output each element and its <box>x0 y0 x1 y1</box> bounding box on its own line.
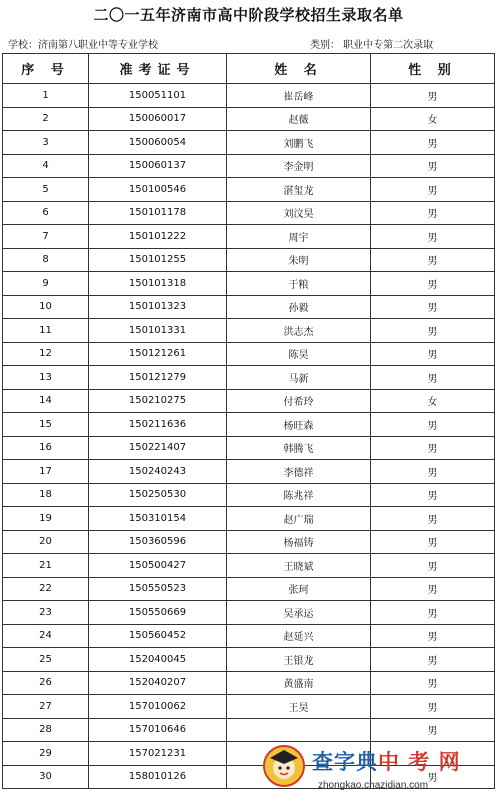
cell-gender: 男 <box>371 178 495 202</box>
cell-exam-id: 150060137 <box>89 154 227 178</box>
table-row <box>3 248 495 272</box>
cell-gender: 男 <box>371 601 495 625</box>
cell-exam-id: 157010062 <box>89 695 227 719</box>
cell-number: 28 <box>3 718 89 742</box>
cell-exam-id: 150550669 <box>89 601 227 625</box>
cell-exam-id: 150360596 <box>89 530 227 554</box>
table-row <box>3 577 495 601</box>
cell-name: 王晓斌 <box>227 554 371 578</box>
cell-name: 崔岳峰 <box>227 84 371 108</box>
cell-gender: 男 <box>371 695 495 719</box>
category-label: 类别： 职业中专第二次录取 <box>310 40 434 51</box>
cell-number: 5 <box>3 178 89 202</box>
table-row <box>3 530 495 554</box>
cell-gender: 男 <box>371 436 495 460</box>
cell-gender: 男 <box>371 483 495 507</box>
cell-gender: 男 <box>371 671 495 695</box>
table-row <box>3 389 495 413</box>
school-label: 学校：济南第八职业中等专业学校 <box>8 40 158 51</box>
cell-name: 吴承运 <box>227 601 371 625</box>
table-row <box>3 648 495 672</box>
table-row <box>3 154 495 178</box>
table-row <box>3 601 495 625</box>
cell-exam-id: 150250530 <box>89 483 227 507</box>
cell-gender: 男 <box>371 84 495 108</box>
cell-gender: 男 <box>371 530 495 554</box>
table-row <box>3 295 495 319</box>
cell-number: 18 <box>3 483 89 507</box>
table-row <box>3 671 495 695</box>
watermark-brand-right: 中 考 网 <box>378 750 461 774</box>
cell-exam-id: 150051101 <box>89 84 227 108</box>
cell-gender: 男 <box>371 507 495 531</box>
cell-name: 洪志杰 <box>227 319 371 343</box>
table-row <box>3 554 495 578</box>
cell-exam-id: 157021231 <box>89 742 227 766</box>
cell-number: 11 <box>3 319 89 343</box>
cell-name: 黄盛南 <box>227 671 371 695</box>
cell-name: 李德祥 <box>227 460 371 484</box>
cell-gender: 女 <box>371 107 495 131</box>
cell-exam-id: 150101255 <box>89 248 227 272</box>
cell-gender: 男 <box>371 131 495 155</box>
table-row <box>3 742 495 766</box>
cell-exam-id: 150100546 <box>89 178 227 202</box>
cell-name: 于粮 <box>227 272 371 296</box>
cell-name: 杨旺森 <box>227 413 371 437</box>
column-header-name: 姓 名 <box>227 54 371 84</box>
cell-exam-id: 150101331 <box>89 319 227 343</box>
cell-gender: 男 <box>371 648 495 672</box>
table-row <box>3 201 495 225</box>
cell-gender: 男 <box>371 765 495 789</box>
cell-number: 1 <box>3 84 89 108</box>
cell-number: 30 <box>3 765 89 789</box>
cell-number: 14 <box>3 389 89 413</box>
cell-exam-id: 150101323 <box>89 295 227 319</box>
cell-gender: 男 <box>371 718 495 742</box>
cell-gender: 女 <box>371 389 495 413</box>
cell-exam-id: 150211636 <box>89 413 227 437</box>
cell-gender: 男 <box>371 319 495 343</box>
cell-name <box>227 718 371 742</box>
cell-number: 25 <box>3 648 89 672</box>
cell-gender: 男 <box>371 225 495 249</box>
table-row <box>3 225 495 249</box>
cell-number: 7 <box>3 225 89 249</box>
table-row <box>3 507 495 531</box>
cell-name <box>227 742 371 766</box>
cell-number: 2 <box>3 107 89 131</box>
column-header-exam-id: 准考证号 <box>89 54 227 84</box>
cell-gender: 男 <box>371 624 495 648</box>
cell-number: 15 <box>3 413 89 437</box>
cell-gender: 男 <box>371 460 495 484</box>
cell-name: 赵延兴 <box>227 624 371 648</box>
cell-exam-id: 150101178 <box>89 201 227 225</box>
table-row <box>3 695 495 719</box>
cell-exam-id: 152040045 <box>89 648 227 672</box>
cell-number: 26 <box>3 671 89 695</box>
admission-table <box>2 53 495 789</box>
cell-exam-id: 150210275 <box>89 389 227 413</box>
cell-name: 赵广瑞 <box>227 507 371 531</box>
cell-name: 韩腾飞 <box>227 436 371 460</box>
cell-number: 8 <box>3 248 89 272</box>
cell-exam-id: 150101318 <box>89 272 227 296</box>
cell-name: 马新 <box>227 366 371 390</box>
page-title: 二〇一五年济南市高中阶段学校招生录取名单 <box>93 6 404 24</box>
cell-name: 刘鹏飞 <box>227 131 371 155</box>
watermark-brand-left: 查字典 <box>312 750 378 774</box>
cell-number: 29 <box>3 742 89 766</box>
cell-name: 王银龙 <box>227 648 371 672</box>
table-row <box>3 178 495 202</box>
cell-exam-id: 150240243 <box>89 460 227 484</box>
cell-name: 杨福铸 <box>227 530 371 554</box>
cell-gender <box>371 742 495 766</box>
table-row <box>3 624 495 648</box>
table-header-row <box>3 54 495 84</box>
cell-name: 张珂 <box>227 577 371 601</box>
table-row <box>3 319 495 343</box>
cell-number: 19 <box>3 507 89 531</box>
cell-number: 9 <box>3 272 89 296</box>
cell-exam-id: 157010646 <box>89 718 227 742</box>
table-row <box>3 366 495 390</box>
cell-number: 13 <box>3 366 89 390</box>
cell-number: 16 <box>3 436 89 460</box>
column-header-gender: 性 别 <box>371 54 495 84</box>
table-row <box>3 718 495 742</box>
cell-exam-id: 150221407 <box>89 436 227 460</box>
column-header-number: 序 号 <box>3 54 89 84</box>
table-row <box>3 107 495 131</box>
cell-name: 赵薇 <box>227 107 371 131</box>
cell-gender: 男 <box>371 272 495 296</box>
cell-name: 陈兆祥 <box>227 483 371 507</box>
cell-number: 17 <box>3 460 89 484</box>
watermark-url: zhongkao.chazidian.com <box>318 780 429 791</box>
cell-gender: 男 <box>371 154 495 178</box>
table-row <box>3 413 495 437</box>
cell-number: 4 <box>3 154 89 178</box>
cell-gender: 男 <box>371 554 495 578</box>
cell-name: 湛玺龙 <box>227 178 371 202</box>
cell-gender: 男 <box>371 413 495 437</box>
cell-exam-id: 150060054 <box>89 131 227 155</box>
cell-gender: 男 <box>371 342 495 366</box>
cell-exam-id: 150310154 <box>89 507 227 531</box>
cell-exam-id: 158010126 <box>89 765 227 789</box>
cell-number: 20 <box>3 530 89 554</box>
table-row <box>3 84 495 108</box>
cell-name: 孙毅 <box>227 295 371 319</box>
cell-exam-id: 150550523 <box>89 577 227 601</box>
table-row <box>3 342 495 366</box>
table-row <box>3 131 495 155</box>
cell-name: 朱明 <box>227 248 371 272</box>
cell-exam-id: 152040207 <box>89 671 227 695</box>
cell-gender: 男 <box>371 248 495 272</box>
cell-number: 12 <box>3 342 89 366</box>
table-row <box>3 272 495 296</box>
table-row <box>3 765 495 789</box>
cell-exam-id: 150101222 <box>89 225 227 249</box>
cell-gender: 男 <box>371 201 495 225</box>
cell-name: 周宇 <box>227 225 371 249</box>
cell-number: 6 <box>3 201 89 225</box>
cell-number: 21 <box>3 554 89 578</box>
cell-number: 10 <box>3 295 89 319</box>
table-row <box>3 483 495 507</box>
cell-number: 22 <box>3 577 89 601</box>
cell-exam-id: 150500427 <box>89 554 227 578</box>
cell-number: 3 <box>3 131 89 155</box>
cell-exam-id: 150121261 <box>89 342 227 366</box>
cell-name <box>227 765 371 789</box>
cell-name: 李金明 <box>227 154 371 178</box>
cell-number: 27 <box>3 695 89 719</box>
cell-exam-id: 150060017 <box>89 107 227 131</box>
cell-name: 付希玲 <box>227 389 371 413</box>
table-row <box>3 460 495 484</box>
cell-exam-id: 150560452 <box>89 624 227 648</box>
cell-name: 王昊 <box>227 695 371 719</box>
cell-number: 23 <box>3 601 89 625</box>
cell-gender: 男 <box>371 366 495 390</box>
cell-name: 陈昊 <box>227 342 371 366</box>
cell-gender: 男 <box>371 577 495 601</box>
cell-name: 刘汶昊 <box>227 201 371 225</box>
cell-exam-id: 150121279 <box>89 366 227 390</box>
cell-number: 24 <box>3 624 89 648</box>
table-row <box>3 436 495 460</box>
cell-gender: 男 <box>371 295 495 319</box>
